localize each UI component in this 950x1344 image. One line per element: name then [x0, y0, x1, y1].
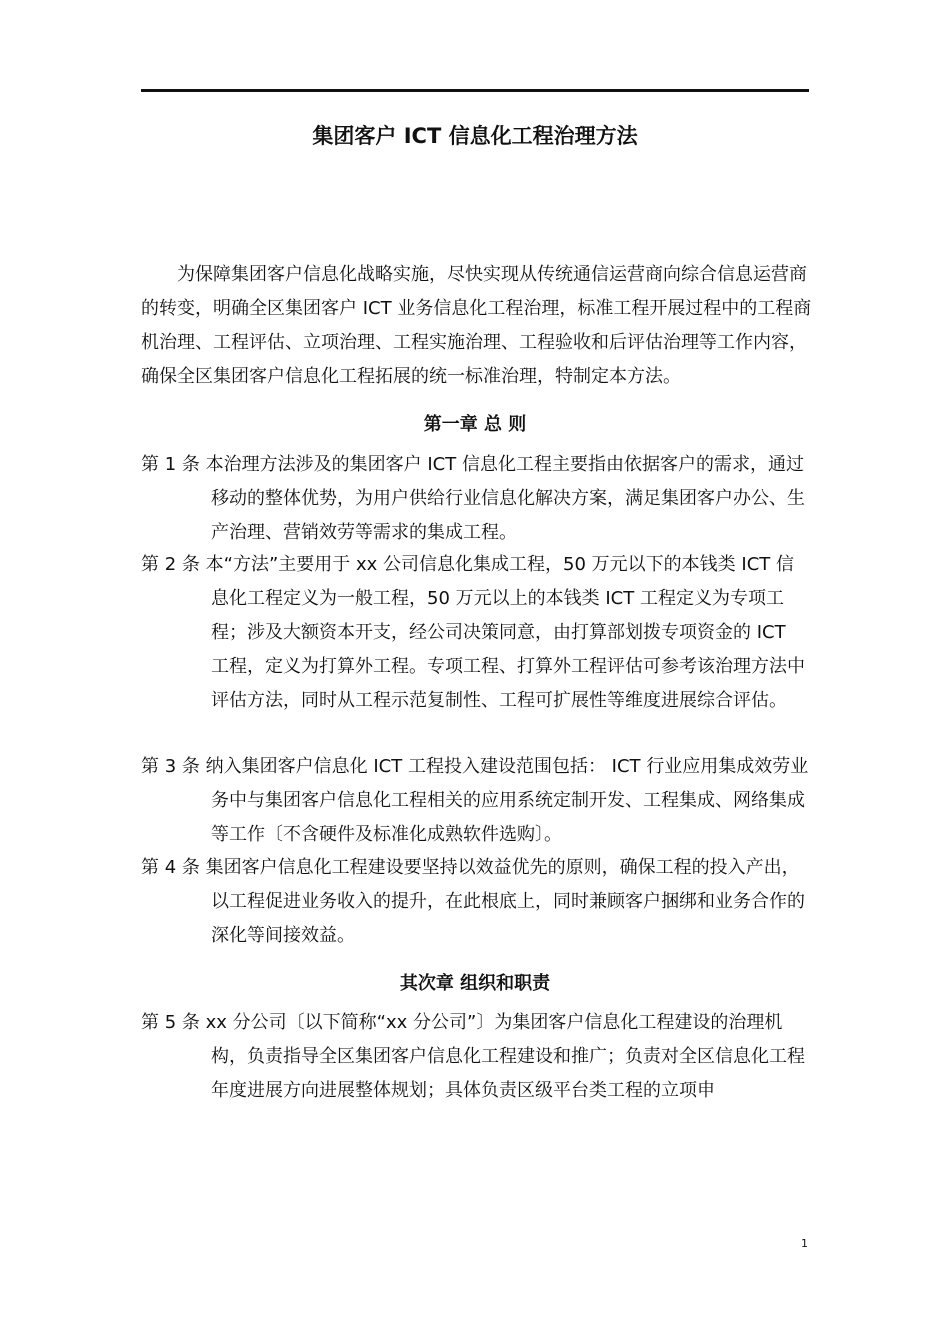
header-rule	[141, 89, 809, 92]
article-1	[141, 448, 809, 550]
article-number: 第 1 条	[141, 454, 200, 475]
article-5	[141, 1006, 809, 1108]
article-3	[141, 750, 809, 852]
article-text: xx 分公司〔以下简称“xx 分公司”〕为集团客户信息化工程建设的治理机构，负责指导全区集团客户信息化工程建设和推广；负责对全区信息化工程年度进展方向进展整体规划；具体负责区级平台类工程的立项申	[205, 1012, 805, 1101]
article-text: 本治理方法涉及的集团客户 ICT 信息化工程主要指由依据客户的需求，通过移动的整体优势，为用户供给行业信息化解决方案，满足集团客户办公、生产治理、营销效劳等需求的集成工程。	[205, 454, 805, 543]
article-text: 集团客户信息化工程建设要坚持以效益优先的原则，确保工程的投入产出，以工程促进业务收入的提升，在此根底上，同时兼顾客户捆绑和业务合作的深化等间接效益。	[205, 857, 805, 946]
document-title: 集团客户 ICT 信息化工程治理方法	[312, 124, 638, 148]
article-number: 第 4 条	[141, 857, 200, 878]
article-number: 第 5 条	[141, 1012, 200, 1033]
article-number: 第 3 条	[141, 756, 200, 777]
page-number: 1	[801, 1237, 808, 1250]
intro-paragraph: 为保障集团客户信息化战略实施，尽快实现从传统通信运营商向综合信息运营商的转变，明确全区集团客户 ICT 业务信息化工程治理，标准工程开展过程中的工程商机治理、工程评估、立项治理、工程实施治理、工程验收和后评估治理等工作内容，确保全区集团客户信息化工程拓展的统一标准治理，特制定本方法。	[141, 264, 812, 387]
article-number: 第 2 条	[141, 554, 200, 575]
article-text: 本“方法”主要用于 xx 公司信息化集成工程，50 万元以下的本钱类 ICT 信息化工程定义为一般工程，50 万元以上的本钱类 ICT 工程定义为专项工程；涉及大额资本开支，经公司决策同意，由打算部划拨专项资金的 ICT 工程，定义为打算外工程。专项工程、打算外工程评估可参考该治理方法中评估方法，同时从工程示范复制性、工程可扩展性等维度进展综合评估。	[205, 554, 805, 711]
article-text: 纳入集团客户信息化 ICT 工程投入建设范围包括： ICT 行业应用集成效劳业务中与集团客户信息化工程相关的应用系统定制开发、工程集成、网络集成等工作〔不含硬件及标准化成熟软件选购〕。	[205, 756, 809, 845]
article-4	[141, 851, 809, 953]
article-2	[141, 548, 809, 718]
chapter-heading-2: 其次章 组织和职责	[399, 973, 551, 994]
chapter-heading-1: 第一章 总 则	[423, 414, 527, 435]
